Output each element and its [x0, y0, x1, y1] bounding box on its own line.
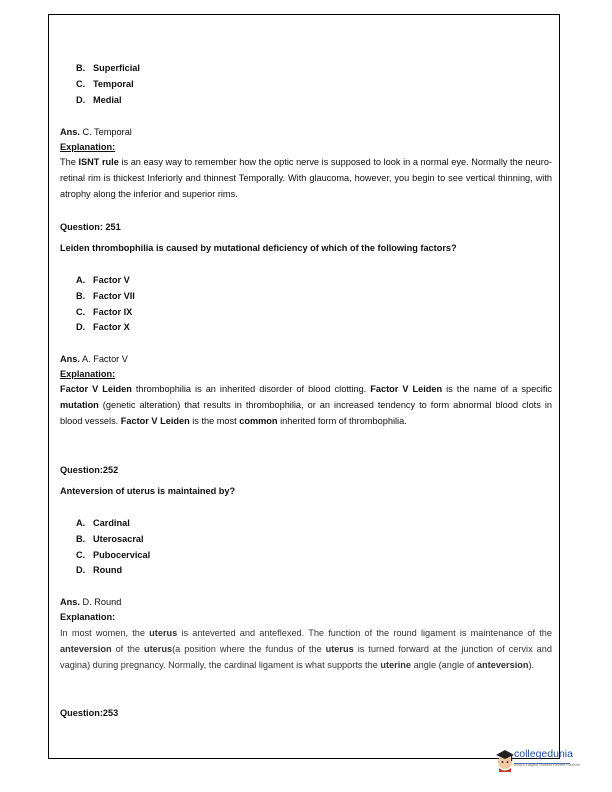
q252-option-a: A. Cardinal [76, 518, 130, 528]
q252-answer: Ans. D. Round [60, 597, 122, 607]
q251-question: Leiden thrombophilia is caused by mutational deficiency of which of the following factors? [60, 243, 457, 253]
q252-option-c: C. Pubocervical [76, 550, 151, 560]
q251-option-a: A. Factor V [76, 275, 130, 285]
q250-option-c: C. Temporal [76, 79, 134, 89]
q252-explanation-label: Explanation: [60, 612, 116, 622]
q251-answer: Ans. A. Factor V [60, 354, 128, 364]
q251-option-c: C. Factor IX [76, 307, 133, 317]
q250-answer: Ans. C. Temporal [60, 127, 132, 137]
q251-explanation: Factor V Leiden thrombophilia is an inherited disorder of blood clotting. Factor V Leiden is the name of a specific mutation (genetic alteration) that results in thrombophilia, or an increased tendency to form abnormal blood clots in blood vessels. Factor V Leiden is the most common inherited form of thrombophilia. [60, 384, 553, 427]
q250-explanation-label: Explanation: [60, 142, 116, 152]
q250-explanation: The ISNT rule is an easy way to remember how the optic nerve is supposed to look in a normal eye. Normally the neuro-retinal rim is thickest Inferiorly and thinnest Temporally. With glaucoma, however, you begin to see vertical thinning, with atrophy along the inferior and superior rims. [60, 157, 552, 200]
q251-title: Question: 251 [60, 222, 121, 232]
q252-question: Anteversion of uterus is maintained by? [60, 486, 236, 496]
q252-explanation: In most women, the uterus is anteverted and anteflexed. The function of the round ligament is maintenance of the anteversion of the uterus(a position where the fundus of the uterus is turned forward at the junction of cervix and vagina) during pregnancy. Normally, the cardinal ligament is what supports the uterine angle (angle of anteversion). [60, 628, 552, 671]
q251-explanation-label: Explanation: [60, 369, 116, 379]
logo-wordmark: collegedunia [514, 748, 573, 760]
q252-option-d: D. Round [76, 565, 123, 575]
q253-title: Question:253 [60, 708, 119, 718]
q251-option-b: B. Factor VII [76, 291, 135, 301]
q252-option-b: B. Uterosacral [76, 534, 144, 544]
q250-option-b: B. Superficial [76, 63, 140, 73]
q251-option-d: D. Factor X [76, 322, 130, 332]
q252-title: Question:252 [60, 465, 119, 475]
q250-option-d: D. Medial [76, 95, 122, 105]
logo-tagline: India's Largest Student Review Platform [514, 763, 581, 767]
